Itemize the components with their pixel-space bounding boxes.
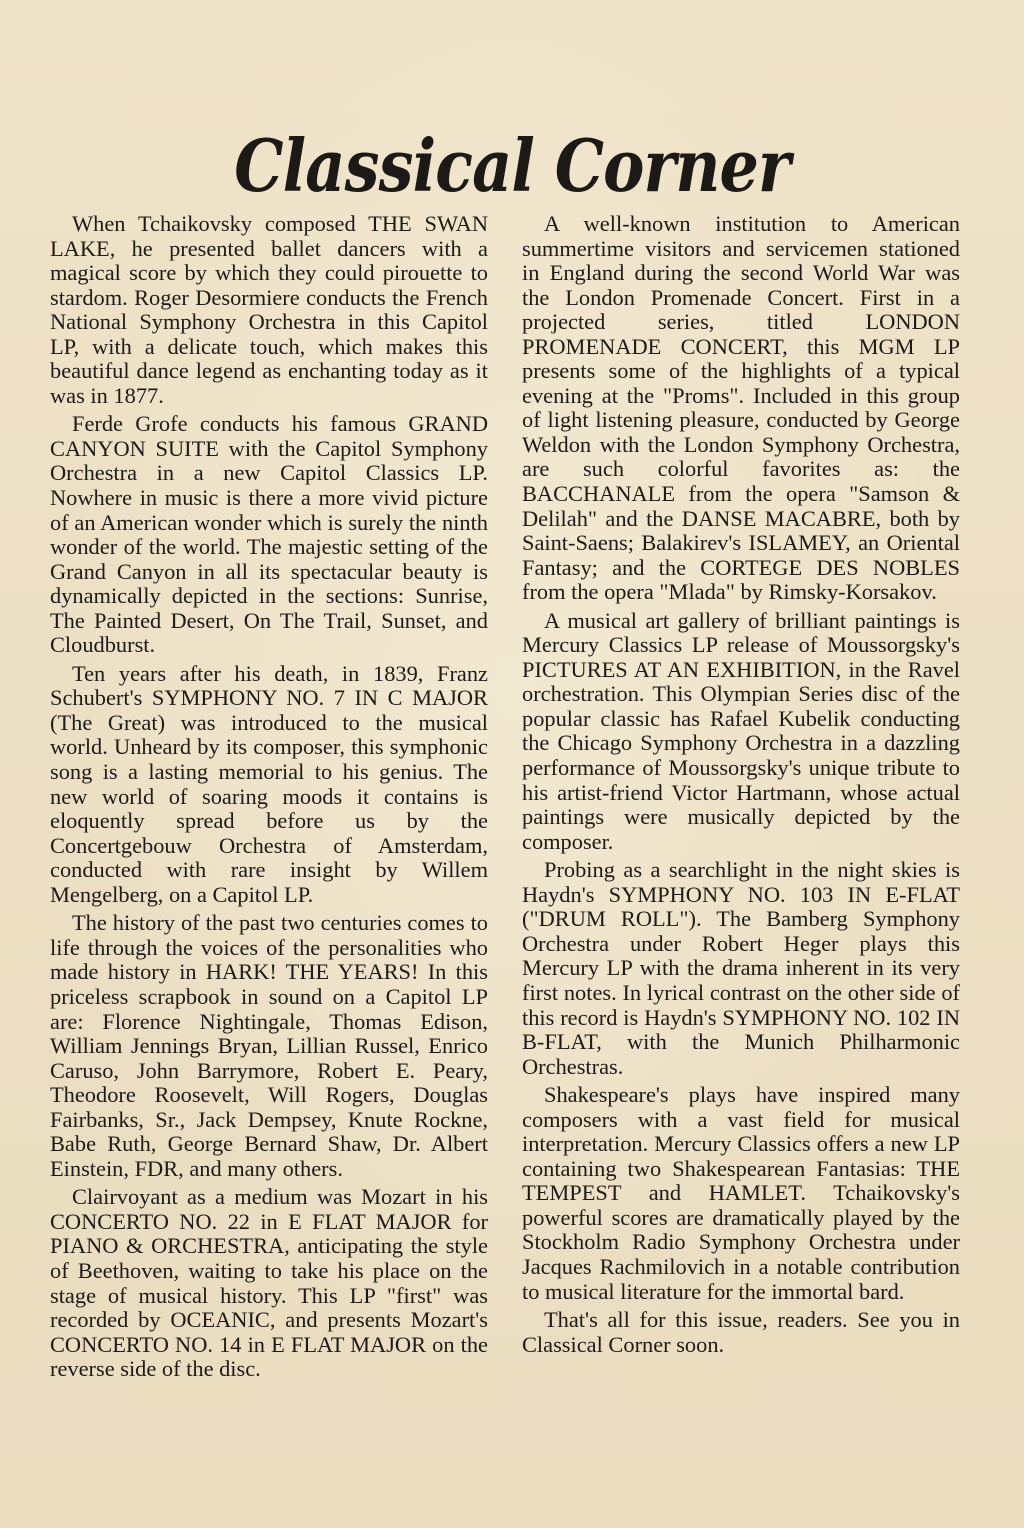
left-column bbox=[50, 212, 488, 1382]
paragraph-haydn: Probing as a searchlight in the night skies is Haydn's SYMPHONY NO. 103 IN E-FLAT ("DRUM ROLL"). The Bamberg Symphony Orchestra under Robert Heger plays this Mercury LP with the drama inherent in its very first notes. In lyrical contrast on the other side of this record is Haydn's SYMPHONY NO. 102 IN B-FLAT, with the Munich Philharmonic Orchestras. bbox=[522, 857, 960, 1079]
paragraph-shakespeare: Shakespeare's plays have inspired many composers with a vast field for musical interpretation. Mercury Classics offers a new LP containing two Shakespearean Fantasias: THE TEMPEST and HAMLET. Tchaikovsky's powerful scores are dramatically played by the Stockholm Radio Symphony Orchestra under Jacques Rachmilovich in a notable contribution to musical literature for the immortal bard. bbox=[522, 1082, 960, 1304]
right-column bbox=[522, 212, 960, 1357]
paragraph-swan-lake: When Tchaikovsky composed THE SWAN LAKE, he presented ballet dancers with a magical score by which they could pirouette to stardom. Roger Desormiere conducts the French National Symphony Orchestra in this Capitol LP, with a delicate touch, which makes this beautiful dance legend as enchanting today as it was in 1877. bbox=[50, 211, 488, 408]
paragraph-mozart: Clairvoyant as a medium was Mozart in his CONCERTO NO. 22 in E FLAT MAJOR for PIANO & ORCHESTRA, anticipating the style of Beethoven, waiting to take his place on the stage of musical history. This LP "first" was recorded by OCEANIC, and presents Mozart's CONCERTO NO. 14 in E FLAT MAJOR on the reverse side of the disc. bbox=[50, 1184, 488, 1382]
paragraph-grand-canyon: Ferde Grofe conducts his famous GRAND CANYON SUITE with the Capitol Symphony Orchestra in a new Capitol Classics LP. Nowhere in music is there a more vivid picture of an American wonder which is surely the ninth wonder of the world. The majestic setting of the Grand Canyon in all its spectacular beauty is dynamically depicted in the sections: Sunrise, The Painted Desert, On The Trail, Sunset, and Cloudburst. bbox=[50, 411, 488, 658]
paragraph-hark-the-years: The history of the past two centuries comes to life through the voices of the personalities who made history in HARK! THE YEARS! In this priceless scrapbook in sound on a Capitol LP are: Florence Nightingale, Thomas Edison, William Jennings Bryan, Lillian Russel, Enrico Caruso, John Barrymore, Robert E. Peary, Theodore Roosevelt, Will Rogers, Douglas Fairbanks, Sr., Jack Dempsey, Knute Rockne, Babe Ruth, George Bernard Shaw, Dr. Albert Einstein, FDR, and many others. bbox=[50, 910, 488, 1181]
page-title: Classical Corner bbox=[234, 123, 790, 208]
paragraph-schubert: Ten years after his death, in 1839, Franz Schubert's SYMPHONY NO. 7 IN C MAJOR (The Great) was introduced to the musical world. Unheard by its composer, this symphonic song is a lasting memorial to his genius. The new world of soaring moods it contains is eloquently spread before us by the Concertgebouw Orchestra of Amsterdam, conducted with rare insight by Willem Mengelberg, on a Capitol LP. bbox=[50, 660, 488, 907]
paragraph-london-promenade: A well-known institution to American summertime visitors and servicemen stationed in England during the second World War was the London Promenade Concert. First in a projected series, titled LONDON PROMENADE CONCERT, this MGM LP presents some of the highlights of a typical evening at the "Proms". Included in this group of light listening pleasure, conducted by George Weldon with the London Symphony Orchestra, are such colorful favorites as: the BACCHANALE from the opera "Samson & Delilah" and the DANSE MACABRE, both by Saint-Saens; Balakirev's ISLAMEY, an Oriental Fantasy; and the CORTEGE DES NOBLES from the opera "Mlada" by Rimsky-Korsakov. bbox=[522, 211, 960, 605]
paragraph-closing: That's all for this issue, readers. See you in Classical Corner soon. bbox=[522, 1307, 960, 1357]
paragraph-pictures-exhibition: A musical art gallery of brilliant paintings is Mercury Classics LP release of Moussorgsky's PICTURES AT AN EXHIBITION, in the Ravel orchestration. This Olympian Series disc of the popular classic has Rafael Kubelik conducting the Chicago Symphony Orchestra in a dazzling performance of Moussorgsky's unique tribute to his artist-friend Victor Hartmann, whose actual paintings were musically depicted by the composer. bbox=[522, 607, 960, 854]
